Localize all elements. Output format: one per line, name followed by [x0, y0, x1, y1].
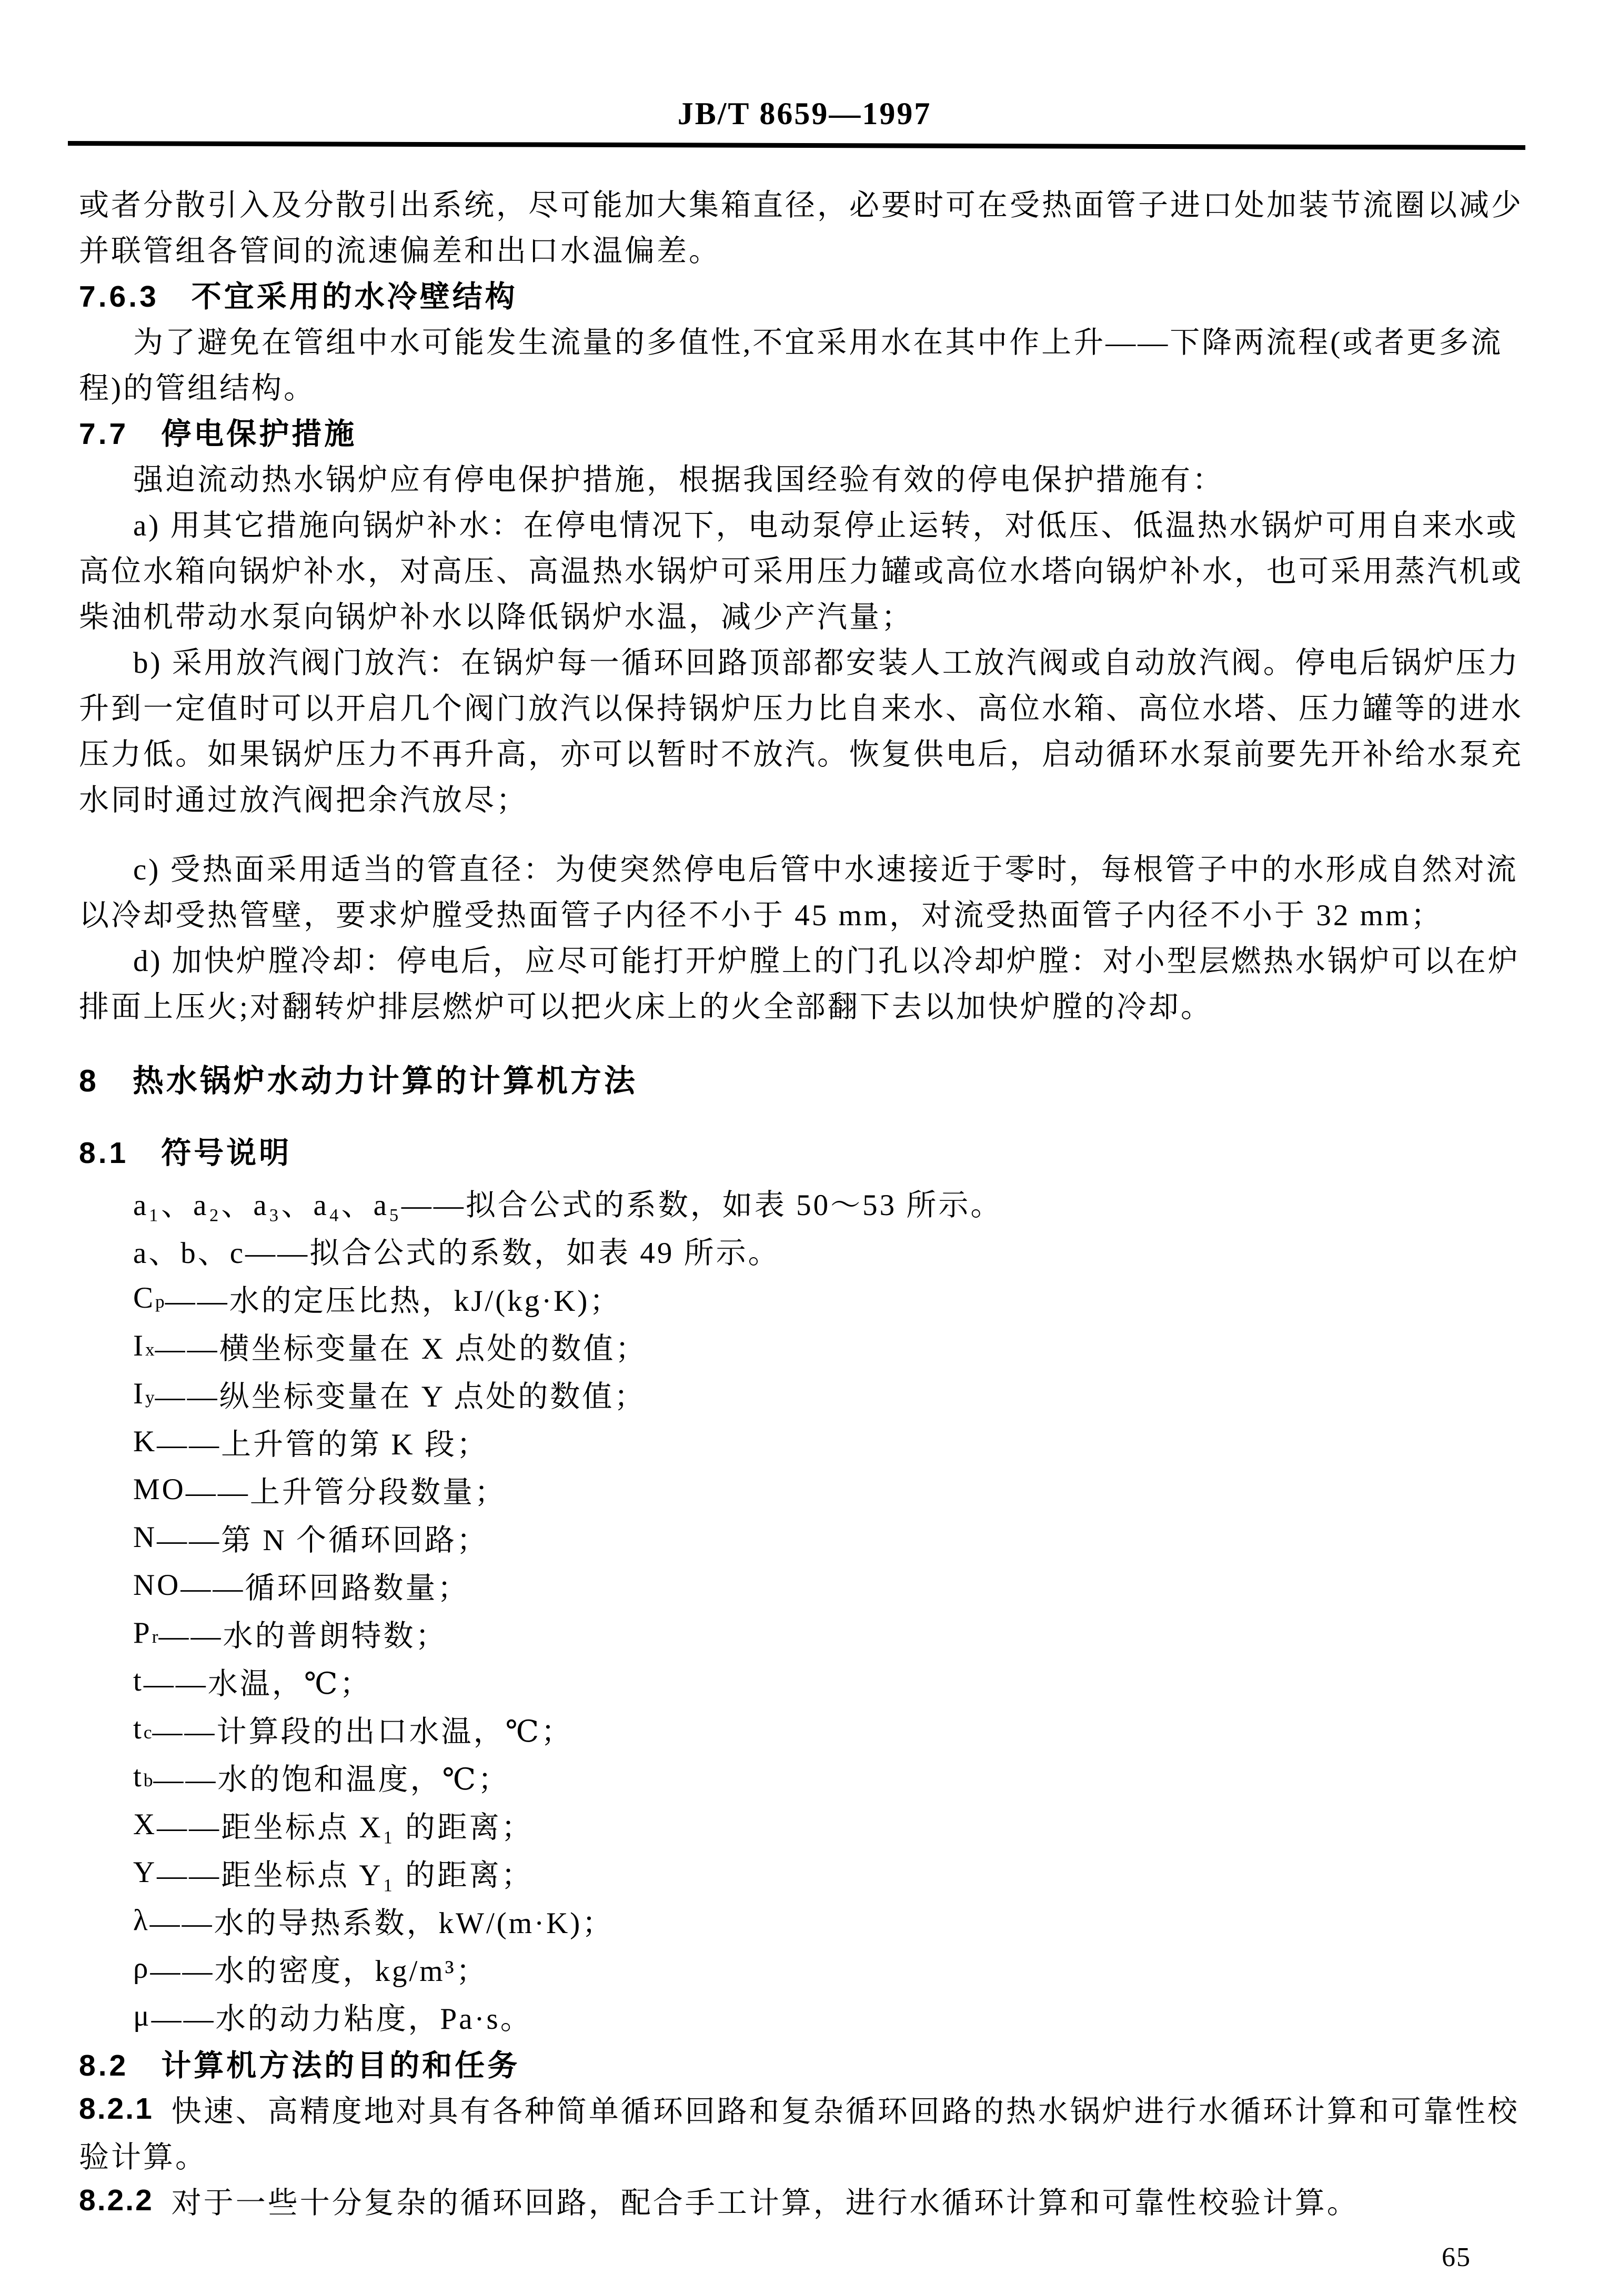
symbol-term: I x [133, 1329, 155, 1362]
symbol-term [133, 1664, 144, 1698]
clause-8-2-1 [79, 2086, 1552, 2131]
clause-number: 8.2.1 [79, 2091, 154, 2126]
symbol-definition: ——上升管分段数量； [185, 1475, 507, 1509]
symbol-term [133, 1229, 245, 1272]
symbol-definition: ——距坐标点 X₁ 的距离； [157, 1810, 534, 1844]
symbol-term-main: t [133, 1760, 144, 1793]
symbol-item [79, 1370, 1552, 1418]
list-item-a-line: 柴油机带动水泵向锅炉补水以降低锅炉水温，减少产汽量； [79, 600, 913, 634]
list-item-b-line: 升到一定值时可以开启几个阀门放汽以保持锅炉压力比自来水、高位水箱、高位水塔、压力罐等的进水 [79, 692, 1523, 725]
page-content [79, 179, 1552, 2223]
symbol-item [79, 1513, 1552, 1561]
symbol-term: t b [133, 1760, 154, 1793]
symbol-term [133, 1807, 157, 1842]
symbol-definition: ——距坐标点 Y₁ 的距离； [157, 1858, 534, 1892]
symbol-item [79, 1178, 1552, 1226]
symbol-term: I y [133, 1377, 155, 1410]
symbol-definition: ——水的普朗特数； [158, 1619, 448, 1653]
symbol-item [79, 1226, 1552, 1274]
symbol-term [133, 1999, 152, 2033]
symbol-term: t c [133, 1712, 153, 1745]
symbol-item [79, 1705, 1552, 1753]
symbol-definition: ——第 N 个循环回路； [157, 1523, 489, 1557]
symbol-definition: ——水温，℃； [143, 1667, 372, 1701]
standard-code: JB/T 8659—1997 [677, 96, 932, 131]
symbol-term-main: t [133, 1664, 144, 1697]
symbol-term [133, 1855, 157, 1889]
symbol-item [79, 1418, 1552, 1465]
list-item-c-line: c) 受热面采用适当的管直径：为使突然停电后管中水速接近于零时，每根管子中的水形成自然对流 [133, 853, 1519, 886]
symbol-item [79, 1944, 1552, 1992]
symbol-term [133, 1472, 186, 1506]
symbol-item [79, 1609, 1552, 1657]
list-item-d-line: d) 加快炉膛冷却：停电后，应尽可能打开炉膛上的门孔以冷却炉膛：对小型层燃热水锅炉可以在炉 [133, 944, 1520, 978]
list-item-d-line: 排面上压火;对翻转炉排层燃炉可以把火床上的火全部翻下去以加快炉膛的冷却。 [79, 990, 1213, 1024]
symbol-term-main: K [133, 1425, 157, 1458]
symbol-term-main: Y [133, 1856, 157, 1889]
symbol-definition: ——计算段的出口水温，℃； [152, 1715, 574, 1748]
symbol-definition: ——水的动力粘度，Pa·s。 [151, 2002, 532, 2036]
heading-7-7: 7.7 停电保护措施 [79, 417, 357, 451]
list-item-b-line: 压力低。如果锅炉压力不再升高，亦可以暂时不放汽。恢复供电后，启动循环水泵前要先开补给水泵充 [79, 737, 1523, 771]
clause-number: 8.2.2 [79, 2183, 154, 2217]
heading-8-1: 8.1 符号说明 [79, 1136, 292, 1170]
symbol-term [133, 1520, 157, 1554]
list-item-c-line: 以冷却受热管壁，要求炉膛受热面管子内径不小于 45 mm，对流受热面管子内径不小于 32 mm； [79, 898, 1443, 932]
symbol-definition: ——拟合公式的系数，如表 50～53 所示。 [401, 1188, 1003, 1222]
symbol-item [79, 1848, 1552, 1896]
symbol-term: C p [133, 1281, 165, 1314]
paragraph-line: 强迫流动热水锅炉应有停电保护措施，根据我国经验有效的停电保护措施有： [133, 463, 1224, 497]
paragraph-line: 或者分散引入及分散引出系统，尽可能加大集箱直径，必要时可在受热面管子进口处加装节流圈以减少 [79, 188, 1523, 222]
symbol-term-main: X [133, 1808, 157, 1841]
symbol-term [133, 1951, 150, 1985]
symbol-term-main: N [133, 1521, 157, 1554]
symbol-item [79, 1801, 1552, 1848]
symbol-term-main: ρ [133, 1951, 150, 1985]
symbol-definition: ——水的定压比热，kJ/(kg·K)； [165, 1284, 622, 1318]
symbol-item [79, 1896, 1552, 1944]
symbol-term: P r [133, 1616, 159, 1650]
symbol-definition: ——纵坐标变量在 Y 点处的数值； [155, 1380, 647, 1413]
clause-8-2-1-continuation: 验计算。 [79, 2140, 207, 2174]
symbol-item [79, 1657, 1552, 1705]
symbol-term-main: a、b、c [133, 1236, 246, 1270]
page-number: 65 [1442, 2242, 1471, 2272]
list-item-b-line: 水同时通过放汽阀把余汽放尽； [79, 783, 528, 817]
symbol-term-main: I [133, 1329, 145, 1362]
symbol-term [133, 1903, 150, 1937]
heading-8-2: 8.2 计算机方法的目的和任务 [79, 2048, 520, 2082]
symbol-term-main: MO [133, 1473, 186, 1506]
symbol-definition: ——水的密度，kg/m³； [150, 1954, 488, 1988]
symbol-definition: ——拟合公式的系数，如表 49 所示。 [245, 1236, 780, 1270]
symbol-term [133, 1568, 180, 1602]
symbol-item [79, 1465, 1552, 1513]
symbol-definition: ——循环回路数量； [180, 1571, 470, 1605]
heading-8: 8 热水锅炉水动力计算的计算机方法 [79, 1064, 638, 1098]
symbol-item [79, 1992, 1552, 2040]
symbol-term-main: P [133, 1616, 152, 1650]
list-item-b-line: b) 采用放汽阀门放汽：在锅炉每一循环回路顶部都安装人工放汽阀或自动放汽阀。停电后锅炉压力 [133, 646, 1520, 680]
symbol-term-main: t [133, 1712, 144, 1745]
clause-8-2-2 [79, 2177, 1552, 2223]
symbol-term-main: I [133, 1377, 145, 1410]
symbol-term-main: C [133, 1281, 156, 1314]
symbol-definition: ——上升管的第 K 段； [157, 1428, 489, 1461]
paragraph-line: 并联管组各管间的流速偏差和出口水温偏差。 [79, 234, 721, 268]
paragraph-line: 为了避免在管组中水可能发生流量的多值性,不宜采用水在其中作上升——下降两流程(或者更多流 [133, 326, 1503, 359]
clause-text: 对于一些十分复杂的循环回路，配合手工计算，进行水循环计算和可靠性校验计算。 [171, 2186, 1359, 2220]
symbol-list [79, 1178, 1552, 2040]
symbol-item [79, 1274, 1552, 1322]
symbol-item [79, 1322, 1552, 1370]
symbol-term-main: NO [133, 1569, 181, 1602]
symbol-item [79, 1561, 1552, 1609]
symbol-term [133, 1181, 401, 1224]
symbol-definition: ——横坐标变量在 X 点处的数值； [155, 1332, 648, 1366]
symbol-definition: ——水的导热系数，kW/(m·K)； [149, 1906, 615, 1940]
symbol-term [133, 1424, 157, 1459]
header-rule [68, 141, 1525, 150]
symbol-definition: ——水的饱和温度，℃； [153, 1763, 510, 1796]
clause-text: 快速、高精度地对具有各种简单循环回路和复杂循环回路的热水锅炉进行水循环计算和可靠性校 [171, 2095, 1520, 2128]
symbol-term-main: μ [133, 1999, 152, 2032]
paragraph-line: 程)的管组结构。 [79, 371, 316, 405]
list-item-a-line: 高位水箱向锅炉补水，对高压、高温热水锅炉可采用压力罐或高位水塔向锅炉补水，也可采用蒸汽机或 [79, 554, 1523, 588]
symbol-term-main: a₁、a₂、a₃、a₄、a₅ [133, 1188, 401, 1222]
heading-7-6-3: 7.6.3 不宜采用的水冷壁结构 [79, 279, 518, 313]
list-item-a-line: a) 用其它措施向锅炉补水：在停电情况下，电动泵停止运转，对低压、低温热水锅炉可用自来水或 [133, 509, 1519, 542]
symbol-term-main: λ [133, 1904, 150, 1937]
symbol-item [79, 1753, 1552, 1801]
